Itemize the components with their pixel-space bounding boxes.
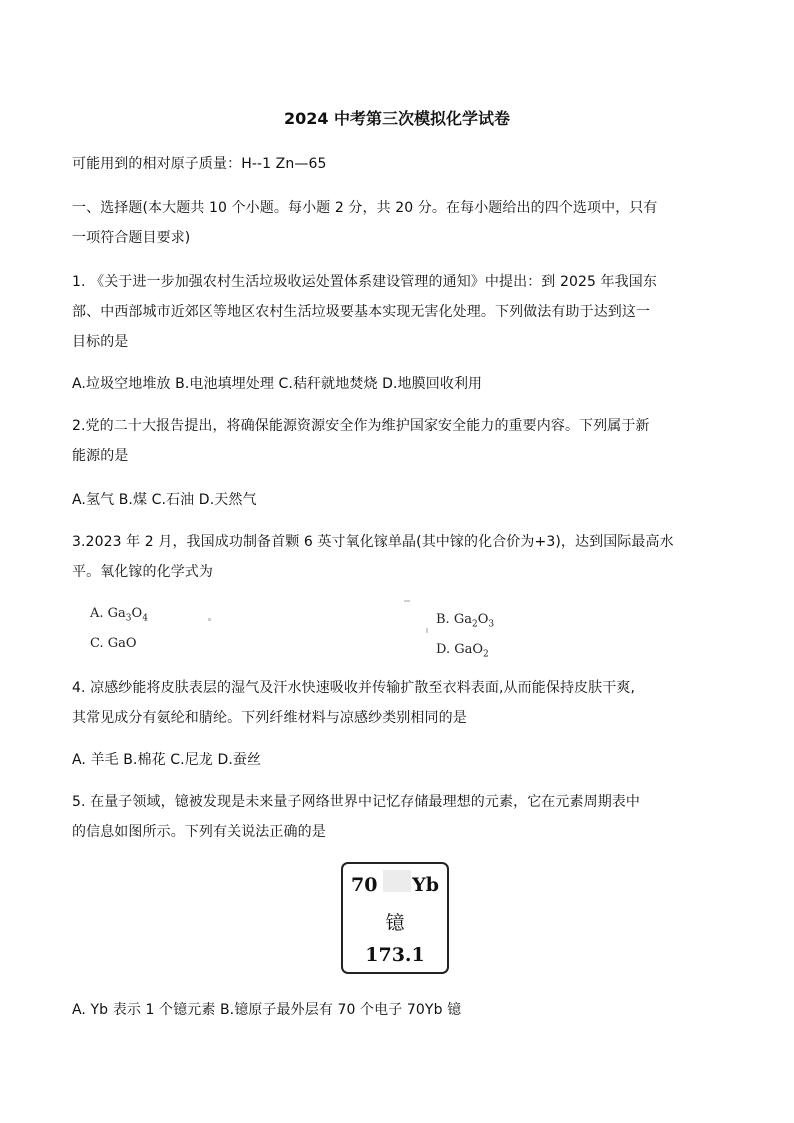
q1-stem-line1: 1. 《关于进一步加强农村生活垃圾收运处置体系建设管理的通知》中提出：到 2025 年我国东 (72, 274, 657, 290)
section-instructions-line2: 一项符合题目要求) (72, 230, 191, 246)
element-symbol: Yb (412, 874, 439, 896)
q3-stem-line1: 3.2023 年 2 月，我国成功制备首颗 6 英寸氧化镓单晶(其中镓的化合价为+3)，达到国际最高水 (72, 534, 674, 550)
q3-option-d: D. GaO$_2$ (436, 642, 489, 660)
element-atomic-mass: 173.1 (365, 944, 425, 966)
scan-shading (383, 870, 411, 892)
q3-stem-line2: 平。氧化镓的化学式为 (72, 564, 213, 580)
q4-stem-line2: 其常见成分有氨纶和腈纶。下列纤维材料与凉感纱类别相同的是 (72, 710, 467, 726)
q1-stem-line3: 目标的是 (72, 334, 129, 350)
element-atomic-number: 70 (351, 874, 378, 896)
periodic-element-card (341, 862, 449, 974)
q5-stem-line1: 5. 在量子领域，镱被发现是未来量子网络世界中记忆存储最理想的元素，它在元素周期表中 (72, 794, 641, 810)
exam-title: 2024 中考第三次模拟化学试卷 (283, 109, 511, 128)
q3-option-b: B. $Ga_2O_3$ (436, 612, 495, 630)
element-name: 镱 (385, 912, 405, 934)
section-instructions-line1: 一、选择题(本大题共 10 个小题。每小题 2 分，共 20 分。在每小题给出的四个选项中，只有 (72, 200, 658, 216)
q1-stem-line2: 部、中西部城市近郊区等地区农村生活垃圾要基本实现无害化处理。下列做法有助于达到这一 (72, 304, 651, 320)
q3-scanned-options (86, 598, 516, 658)
q1-options: A.垃圾空地堆放 B.电池填埋处理 C.秸秆就地焚烧 D.地膜回收利用 (72, 376, 483, 392)
q4-options: A. 羊毛 B.棉花 C.尼龙 D.蚕丝 (72, 752, 262, 768)
q2-stem-line1: 2.党的二十大报告提出，将确保能源资源安全作为维护国家安全能力的重要内容。下列属于新 (72, 418, 650, 434)
q4-stem-line1: 4. 凉感纱能将皮肤表层的湿气及汗水快速吸收并传输扩散至衣料表面,从而能保持皮肤干爽, (72, 680, 636, 696)
q2-options: A.氢气 B.煤 C.石油 D.天然气 (72, 492, 257, 508)
q3-option-c: C. GaO (90, 636, 137, 651)
scan-speck (208, 618, 211, 621)
atomic-mass-note: 可能用到的相对原子质量：H--1 Zn—65 (72, 156, 327, 172)
q3-option-a: A. $Ga_3O_4$ (90, 606, 148, 624)
q5-stem-line2: 的信息如图所示。下列有关说法正确的是 (72, 824, 326, 840)
scan-speck (404, 600, 410, 602)
q2-stem-line2: 能源的是 (72, 448, 129, 464)
scan-speck (426, 628, 428, 633)
q5-options: A. Yb 表示 1 个镱元素 B.镱原子最外层有 70 个电子 70Yb 镱 (72, 1002, 462, 1018)
